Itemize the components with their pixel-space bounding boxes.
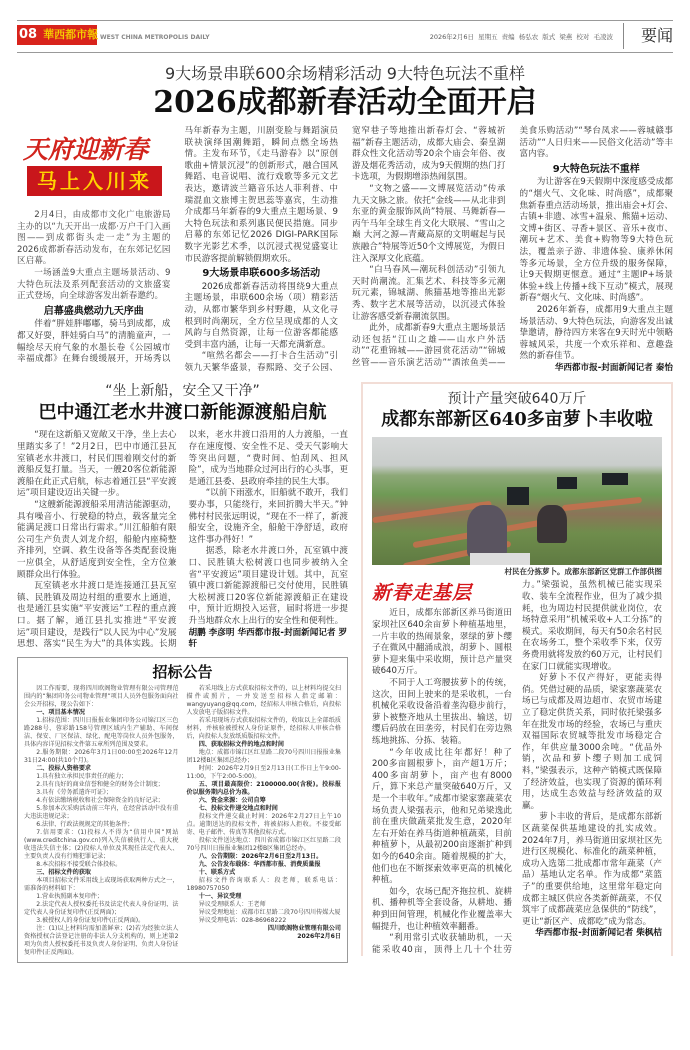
- notice-section-heading: 九、公告发布载体：华西都市报、消费质量报: [198, 860, 321, 868]
- paragraph: “这艘新能源渡船采用清洁能源驱动，具有噪音小、行驶稳的特点，载客量完全能满足渡口日常出行需求。”川江船舶有限公司生产负责人刘龙介绍，船舱内座椅整齐排列，空调、救生设备等各类配套设施一应俱全，从舒适度到安全性，全方位兼顾群众出行体验。: [17, 500, 177, 580]
- notice-paragraph: 1.营业执照副本复印件；: [36, 892, 103, 900]
- notice-paragraph: 若采用现场方式获取招标文件的，收取以上全部纸质材料，并核验被授权人身份证原件，经招标人审核合格后，向投标人发放纸质版招标文件。: [186, 716, 341, 740]
- logo-line2: 马上入川来: [27, 166, 162, 196]
- section-heading: 9大场景串联600多场活动: [202, 268, 321, 280]
- byline: 华西都市报-封面新闻记者 秦怡: [554, 362, 673, 373]
- notice-paragraph: 3.被授权人的身份证复印件(正反两面)。: [36, 916, 145, 924]
- page-number: 08: [19, 27, 38, 42]
- section-heading: 启幕盛典燃动九天序曲: [43, 305, 144, 317]
- notice-signature: 2026年2月6日: [297, 932, 341, 940]
- ferry-title: 巴中通江老水井渡口新能源渡船启航: [38, 402, 327, 424]
- notice-title: 招标公告: [152, 662, 213, 681]
- paragraph: “白马春风—潮玩科创活动”引领九天时尚潮流。汇集艺术、科技等多元潮玩元素，锦城湖、熊猫基地等推出光影秀、数字艺术展等活动，以沉浸式体验让游客感受新春潮流氛围。: [352, 265, 506, 322]
- radish-subtitle: 预计产量突破640万斤: [447, 391, 587, 408]
- column-badge: 新春走基层: [372, 582, 473, 605]
- paragraph: 如今，农场已配齐拖拉机、旋耕机、播种机等全套设备，从耕地、播种到田间管理，机械化作业覆盖率大幅提升，也让种植效率翻番。: [372, 886, 512, 932]
- page-number-badge: [17, 25, 97, 45]
- paragraph: “喧然名都会——打卡合生活动”引领九天繁华盛景，春熙路、交子公园、宽窄巷子等地推出新春灯会、“蓉城祈福”新春主题活动，成都大庙会、秦皇湖群众性文化活动等20余个庙会年俗、夜游及烟花秀活动，成为9天假期的热门打卡选项，为假期增添热闹氛围。: [184, 126, 506, 373]
- notice-paragraph: 本项目招标文件采用线上或现场获取两种方式之一，需准备的材料如下：: [24, 876, 179, 892]
- ferry-subtitle: “坐上新船，安全又干净”: [105, 383, 260, 400]
- newspaper-english-name: WEST CHINA METROPOLIS DAILY: [100, 34, 210, 41]
- page-header: [17, 23, 673, 51]
- notice-section-heading: 二、投标人资格要求: [36, 764, 92, 772]
- crate: [470, 553, 530, 565]
- notice-paragraph: 2.法定代表人授权委托书及法定代表人身份证明、法定代表人身份证复印件(正反两面)；: [24, 900, 179, 916]
- notice-paragraph: 5.参加本次采购活动前三年内，在经营活动中没有重大违法违规记录；: [24, 804, 179, 820]
- notice-paragraph: 2.具有良好的商业信誉和健全的财务会计制度；: [36, 780, 164, 788]
- lead-title: 2026成都新春活动全面开启: [153, 85, 537, 120]
- notice-paragraph: 投标文件送达地点：四川省成都市锦江区红星路二段70号四川日报报业集团12楼B区集团总经办。: [186, 836, 341, 852]
- crate: [557, 477, 577, 489]
- radish-title: 成都东部新区640多亩萝卜丰收啦: [381, 409, 653, 431]
- radish-article-body: [372, 580, 662, 956]
- notice-paragraph: 6.法律、行政法规规定的其他条件；: [36, 820, 134, 828]
- tender-notice: [17, 657, 348, 963]
- paragraph: 2026年新春，成都用9大重点主题场景活动、9大特色玩法，向游客发出诚挚邀请，静待四方来客在9天时光中领略蓉城风采，共度一个欢乐祥和、意趣盎然的新春佳节。: [519, 304, 673, 362]
- page-content: [17, 64, 673, 963]
- lead-article-body: [17, 126, 673, 374]
- paragraph: 瓦室镇老水井渡口是连接通江县瓦室镇、民胜镇及周边村组的重要水上通道，也是通江县实施“平安渡运”工程的重点渡口。据了解，通江县扎实推进“平安渡运”项目建设，是践行“以人民为中心”发展思想、落实“民生为大”的具体实践。长期以来，老水井渡口沿用的人力渡船，一直存在速度慢、安全性不足、受天气影响大等突出问题，“费时间、怕刮风、担风险”，成为当地群众过河出行的心头事，更是通江县委、县政府牵挂的民生大事。: [17, 430, 348, 650]
- notice-paragraph: 8.本次招标不接受联合体投标。: [36, 860, 122, 868]
- notice-section-heading: 五、项目最高限价：2100000.00(含税)。投标报价以服务期内总价为准。: [186, 780, 341, 796]
- notice-paragraph: 地点：成都市锦江区红星路二段70号四川日报报业集团12楼B区集团总经办；: [186, 748, 341, 764]
- newspaper-logo: 華西都市報: [43, 28, 99, 41]
- notice-section-heading: 十、联系方式: [198, 868, 236, 876]
- farmer-figure: [467, 505, 507, 557]
- farmer-figure: [537, 505, 567, 543]
- paragraph: 近日，成都东部新区养马街道田家坝社区640余亩萝卜种植基地里，一片丰收的热闹景象，翠绿的萝卜缨子在微风中翻涌成浪，胡萝卜、圆根萝卜迎来集中采收期，预计总产量突破640万斤。: [372, 608, 512, 677]
- paragraph: 此外，成都新春9大重点主题场景活动还包括“江山之雄——山水户外活动”“花重锦城——游园赏花活动”“锦城丝管——音乐演艺活动”“酒浓鱼美——美食乐购活动”“琴台凤求——蓉城赣事活动”“人日归来——民俗文化活动”等丰富内容。: [352, 126, 673, 368]
- notice-section-heading: 十一、异议受理: [198, 892, 242, 900]
- paragraph: 不同于人工弯腰拔萝卜的传统，这次，田间上驶来的是采收机，一台机械化采收设备沿着垄沟稳步前行，萝卜被整齐地从土里拔出、输送，切缨后码放在田垄旁，村民们在旁边熟练地挑拣、分拣、装箱。: [372, 678, 512, 746]
- issue-meta: 2026年2月6日 星期五 责编 杨弘农 版式 梁燕 校对 毛凌波: [429, 33, 613, 41]
- paragraph: “以前下雨涨水，旧船就不敢开，我们要办事，只能绕行，来回折腾大半天。”钟佛村村民张远明说，“现在不一样了，新渡船安全，设施齐全，船舱干净舒适，政府这件事办得好！”: [188, 488, 348, 545]
- byline: 华西都市报-封面新闻记者 柴枫桔: [535, 928, 662, 939]
- notice-paragraph: 1.具有独立承担民事责任的能力；: [36, 772, 128, 780]
- section-label: 要闻: [623, 23, 673, 49]
- notice-paragraph: 1.招标范围：四川日报报业集团印务公司锦江区三色路288号、蓉彩路158号管理区域内生产辅助、车间保洁、保安、厂区保洁、绿化、配电等岗位人员外包服务，具体内容详见招标文件第五章所列范围及要求。: [24, 716, 179, 748]
- notice-paragraph: 时间：2026年2月9日至2月13日(工作日上午9:00-11:00，下午2:00-5:00)。: [186, 764, 341, 780]
- notice-signature: 四川欧阁物业管理有限公司: [267, 924, 341, 932]
- campaign-logo: [17, 126, 171, 206]
- paragraph: 为让游客在9天假期中深度感受成都的“烟火气、文化味、时尚感”，成都聚焦新春重点活动场景，推出庙会+灯会、古镇+非遗、冰雪+温泉、熊猫+运动、文博+街区、寻香+景区、音乐+夜市、潮玩+艺术、美食+购物等9大特色玩法，覆盖亲子游、非遗体验、康养休闲等多元场景，全方位升级的服务保障，让9天假期更惬意。通过“主题IP+场景体验+线上传播+线下互动”模式，展现新春“烟火气、文化味、时尚感”。: [519, 177, 673, 304]
- notice-paragraph: 4.有依法缴纳税收和社会保障资金的良好记录；: [36, 796, 164, 804]
- notice-paragraph: 异议受理联系人：王老师: [198, 900, 266, 908]
- byline: 胡鹏 李彦明 华西都市报-封面新闻记者 罗轩: [188, 627, 348, 650]
- header-rule: [17, 52, 673, 53]
- notice-paragraph: 3.具有《劳务派遣许可证》；: [36, 788, 113, 796]
- notice-paragraph: 异议受理地址：成都市红星路二段70号四川传媒大厦: [198, 908, 341, 916]
- paragraph: “文物之盛——文博展览活动”传承九天文脉之旅。依托“金线——从北非到东亚的黄金服饰风尚”特展、马舞新春—丙午马年全球生肖文化大联展、“雪山之巅 大河之源—青藏高原的文明崛起与民族融合”特展等近50个文博展览，为假日注入深厚文化底蕴。: [352, 183, 506, 264]
- notice-section-heading: 八、公告期限：2026年2月6日至2月13日。: [198, 852, 323, 860]
- crate: [507, 487, 529, 505]
- section-heading: 9大特色玩法不重样: [552, 163, 640, 175]
- crate: [602, 473, 628, 485]
- ferry-article-body: [17, 430, 348, 650]
- notice-paragraph: 因工作需要，现将四川欧阁物业管理有限公司管理范围内的“集团印务公司物业管理”项目人员外包服务面向社会公开招标，现公告如下：: [24, 684, 179, 708]
- paragraph: “利用常引式收获辅助机，一天能采收40亩，顶得上几十个壮劳力。”梁强说，虽然机械已能实现采收、装车全流程作业，但为了减少损耗，也为周边村民提供就业岗位，农场特意采用“机械采收+人工分拣”的模式。采收期间，每天有50余名村民在农场务工，整个采收季下来，仅劳务费用就将发放约60万元，让村民们在家门口就能实现增收。: [372, 580, 662, 955]
- paragraph: 伴着“胖娃胖嘟嘟，骑马到成都，成都又好耍，胖娃骑白马”的清脆童声，一幅绘尽天府气象的水墨长卷《公园城市 幸福成都》在舞台缓缓展开，开场秀以马年新春为主题，川剧变脸与舞蹈演员联袂演绎国潮舞蹈，瞬间点燃全场热情。主发布环节，《走马游春》以“原创歌曲+情景沉浸”的创新形式，融合国风舞蹈、电音说唱、流行戏歌等多元文艺表达，邀请波兰籍音乐达人菲利普、中瑞混血文旅博主贺思蕊等嘉宾，生动推介成都马年新春的9大重点主题场景、9大特色玩法和系列惠民便民措施。同步启幕的东郊记忆2026 DIGI-PARK国际数字光影艺术季，以沉浸式视觉盛宴让市民游客提前解锁假期欢乐。: [17, 126, 338, 365]
- radish-row: [562, 497, 642, 511]
- photo-caption: 村民在分拣萝卜。成都东部新区党群工作部供图: [504, 567, 662, 577]
- radish-article: [361, 382, 673, 956]
- lead-paragraph: 2月4日，由成都市文化广电旅游局主办的以“九天开出一成都·万户千门入画图——到成都街头走一走”为主题的2026成都新春活动发布，在东郊记忆园区启幕。: [17, 210, 171, 267]
- notice-paragraph: 异议受理电话：028-86968222: [198, 916, 287, 924]
- paragraph: 萝卜丰收的背后，是成都东部新区蔬菜保供基地建设的扎实成效。2024年7月，养马街道田家坝社区先进行区规模化、标准化的蔬菜种植，成功入选第二批成都市常年蔬菜（产品）基地认定名单。作为成都“菜篮子”的重要供给地，这里常年稳定向成都主城区供应各类新鲜蔬菜，不仅筑牢了成都蔬菜应急保供的“防线”，更让“新区产、成都吃”成为常态。: [522, 812, 662, 927]
- logo-line1: 天府迎新春: [23, 135, 149, 164]
- lower-section: [17, 382, 673, 962]
- radish-harvest-photo: [372, 437, 662, 565]
- notice-paragraph: 若采用线上方式获取招标文件的，以上材料均提交扫描件或照片，一并发送至招标人指定邮箱：wangyuyang@qq.com，经招标人审核合格后，向投标人发放电子版招标文件。: [186, 684, 341, 716]
- notice-section-heading: 七、投标文件递交地点和时间: [198, 804, 278, 812]
- notice-paragraph: 投标文件递交截止时间：2026年2月27日上午10点。逾期送达的投标文件，将被招标人拒收。不接受邮寄、电子邮件、传真等其他投标方式。: [186, 812, 341, 836]
- notice-section-heading: 三、招标文件的获取: [36, 868, 92, 876]
- top-rule: [17, 20, 673, 21]
- notice-paragraph: 招标文件咨询联系人：段老师，联系电话：18980757050: [186, 876, 341, 892]
- notice-paragraph: 2.服务期限：2026年3月1日00:00至2026年12月31日24:00(共10个月)。: [24, 748, 179, 764]
- notice-section-heading: 一、项目基本情况: [36, 708, 85, 716]
- lead-subtitle: 9大场景串联600余场精彩活动 9大特色玩法不重样: [165, 64, 525, 83]
- paragraph: 据悉，除老水井渡口外，瓦室镇中渡口、民胜镇大松树渡口也同步被纳入全省“平安渡运”项目建设计划。其中，瓦室镇中渡口新能源渡船已交付使用，民胜镇大松树渡口20客位新能源渡船正在建设中，预计近期投入运营，届时将进一步提升当地群众水上出行的安全性和便利性。: [188, 546, 348, 626]
- paragraph: “现在这新船又宽敞又干净，坐上去心里踏实多了！”2月2日，巴中市通江县瓦室镇老水井渡口，村民们围着刚交付的新渡船反复打量。当天，一艘20客位新能源渡船在此正式启航，标志着通江县“平安渡运”项目建设迈出关键一步。: [17, 430, 177, 499]
- notice-body: [24, 685, 341, 957]
- paragraph: 好萝卜不仅产得好，更能卖得俏。凭借过硬的品质，梁家寨蔬菜农场已与成都及周边超市、农贸市场建立了稳定供货关系，同时依托梁强多年在批发市场的经验，农场已与重庆双福国际农贸城等批发市场稳定合作，年供应量3000余吨。“优品外销，次品和萝卜缨子则加工成饲料，”梁强表示，这种产销模式既保障了经济效益，也实现了资源的循环利用，达成生态效益与经济效益的双赢。: [522, 673, 662, 811]
- notice-paragraph: 7.信用要求：(1)投标人不得为“信用中国”网站(www.creditchina.gov.cn)列入失信被执行人、重大税收违法失信主体；(2)投标人单位及其现任法定代表人、主要负责人没有行贿犯罪记录；: [24, 828, 179, 860]
- paragraph: “今年收成比往年都好！种了200多亩圆根萝卜，亩产超1万斤；400多亩胡萝卜，亩产也有8000斤，算下来总产量突破640万斤，又是一个丰收年。”成都市梁家寨蔬菜农场负责人梁强表示，他和兄弟梁逸此前在重庆做蔬菜批发生意，2020年左右开始在养马街道种植蔬菜，目前种植萝卜，从最初200亩逐渐扩种到如今的640余亩。随着规模的扩大，他们也在不断探索效率更高的机械化种植。: [372, 747, 512, 886]
- lead-paragraph: 一场涵盖9大重点主题场景活动、9大特色玩法及系列配套活动的文旅盛宴正式登场，向全球游客发出新春邀约。: [17, 267, 171, 302]
- notice-section-heading: 六、资金来源：公司自筹: [198, 796, 266, 804]
- notice-section-heading: 四、获取招标文件的地点和时间: [198, 740, 284, 748]
- paragraph: 2026成都新春活动将围绕9大重点主题场景，串联600余场（项）精彩活动，从都市繁华到乡村野趣，从文化寻根到时尚潮玩，全方位呈现成都的人文风韵与自然资源，让每一位游客都能感受到丰富内涵，让每一天都充满新意。: [184, 281, 338, 350]
- left-column: [17, 382, 348, 962]
- notice-paragraph: 注：(1)以上材料均需加盖鲜章；(2)若为经独立法人资格授权合法登记注册的非法人分支机构的，则上述第2项为负责人授权委托书及负责人身份证明、负责人身份证复印件(正反两面)。: [24, 924, 179, 956]
